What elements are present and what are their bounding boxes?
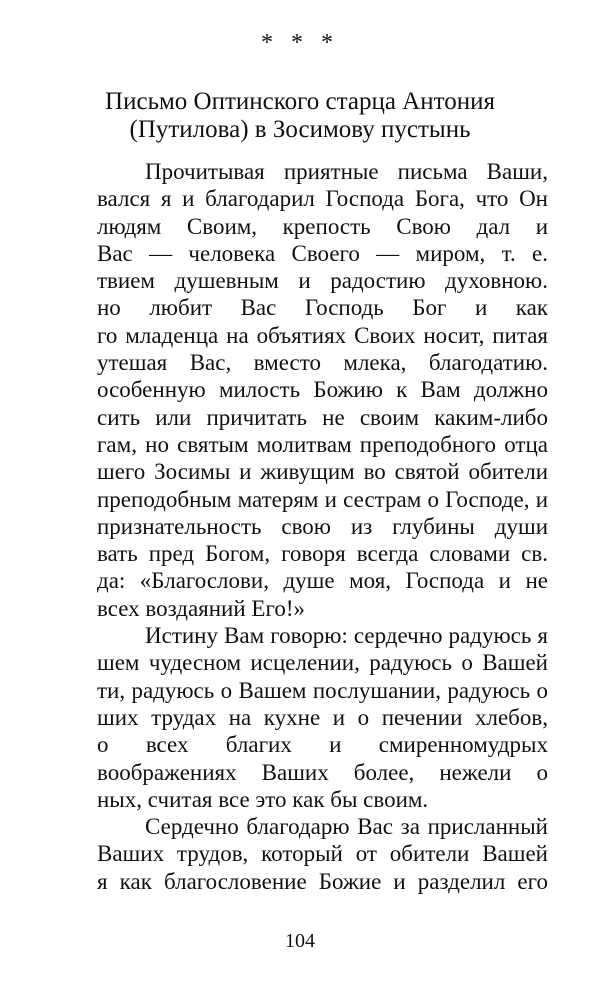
text-line: твием душевным и радостию духовною. xyxy=(97,268,548,294)
page-number: 104 xyxy=(285,930,315,952)
text-line: я как благословение Божие и разделил его xyxy=(97,868,548,894)
text-line: всех воздаяний Его!» xyxy=(97,595,305,621)
text-line: ти, радуюсь о Вашем послушании, радуюсь о xyxy=(97,677,548,703)
title-line: Письмо Оптинского старца Антония xyxy=(105,88,495,115)
text-line: людям Своим, крепость Свою дал и xyxy=(97,213,548,239)
text-line: сить или причитать не своим каким-либо xyxy=(97,404,548,430)
text-line: да: «Благослови, душе моя, Господа и не xyxy=(97,568,548,594)
text-line: утешая Вас, вместо млека, благодатию. xyxy=(97,350,548,376)
section-separator: * * * xyxy=(261,30,339,56)
text-line: гам, но святым молитвам преподобного отца xyxy=(97,431,548,457)
text-line: Сердечно благодарю Вас за присланный xyxy=(145,814,548,840)
text-line: вался я и благодарил Господа Бога, что Он xyxy=(97,186,548,212)
text-line: вать пред Богом, говоря всегда словами св. xyxy=(97,541,548,567)
text-line: Истину Вам говорю: сердечно радуюсь я xyxy=(145,623,548,649)
letter-body xyxy=(97,158,548,895)
text-line: но любит Вас Господь Бог и как xyxy=(97,295,548,321)
paragraph xyxy=(97,813,548,895)
text-line: особенную милость Божию к Вам должно xyxy=(97,377,548,403)
letter-title xyxy=(60,88,540,144)
text-line: о всех благих и смиренномудрых xyxy=(97,732,548,758)
text-line: признательность свою из глубины души xyxy=(97,513,548,539)
text-line: го младенца на объятиях Своих носит, питая xyxy=(97,322,548,348)
text-line: ших трудах на кухне и о печении хлебов, xyxy=(97,704,548,730)
paragraph xyxy=(97,158,548,622)
text-line: преподобным матерям и сестрам о Господе, и xyxy=(97,486,548,512)
text-line: шем чудесном исцелении, радуюсь о Вашей xyxy=(97,650,548,676)
text-line: Ваших трудов, который от обители Вашей xyxy=(97,841,548,867)
text-line: Вас — человека Своего — миром, т. е. xyxy=(97,240,548,266)
text-line: воображениях Ваших более, нежели о xyxy=(97,759,548,785)
text-line: Прочитывая приятные письма Ваши, xyxy=(145,159,548,184)
text-line: шего Зосимы и живущим во святой обители xyxy=(97,459,548,485)
title-line: (Путилова) в Зосимову пустынь xyxy=(129,116,471,143)
text-line: ных, считая все это как бы своим. xyxy=(97,786,429,812)
paragraph xyxy=(97,622,548,813)
